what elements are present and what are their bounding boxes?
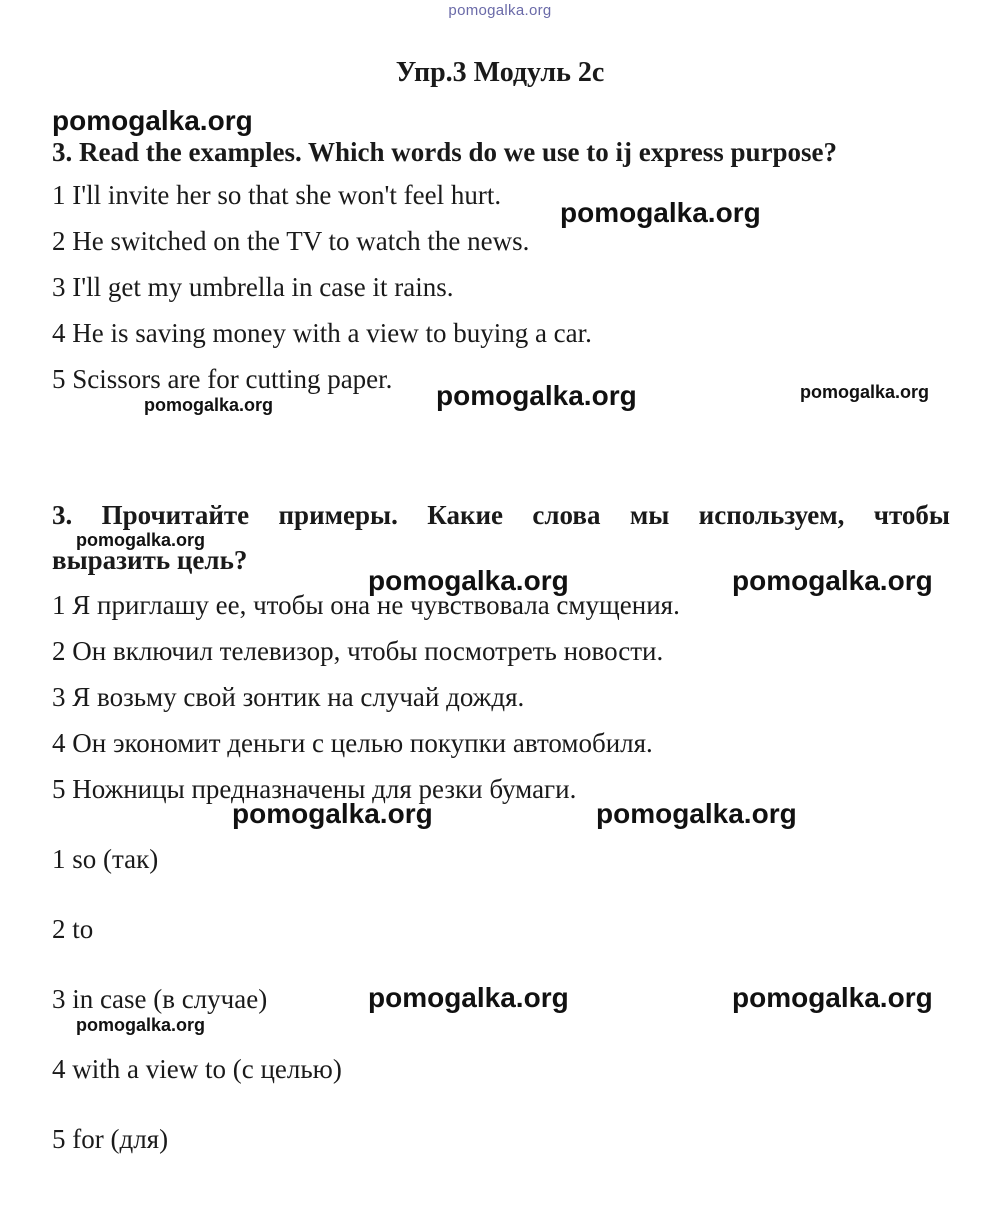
- russian-heading-line2: выразить цель?: [52, 545, 248, 575]
- answer-2: 2 to: [52, 914, 94, 944]
- watermark: pomogalka.org: [368, 982, 569, 1013]
- watermark: pomogalka.org: [76, 530, 206, 550]
- english-line-5: 5 Scissors are for cutting paper.: [52, 364, 393, 394]
- english-heading: 3. Read the examples. Which words do we use to ij express purpose?: [52, 137, 838, 167]
- answer-1: 1 so (так): [52, 844, 159, 874]
- russian-line-3: 3 Я возьму свой зонтик на случай дождя.: [52, 682, 525, 712]
- page-title: Упр.3 Модуль 2с: [395, 57, 605, 88]
- watermark: pomogalka.org: [232, 798, 433, 829]
- watermark: pomogalka.org: [732, 982, 933, 1013]
- english-line-4: 4 He is saving money with a view to buying a car.: [52, 318, 592, 348]
- watermark: pomogalka.org: [596, 798, 797, 829]
- answer-4: 4 with a view to (с целью): [52, 1054, 342, 1084]
- top-watermark: pomogalka.org: [448, 2, 552, 19]
- english-line-1: 1 I'll invite her so that she won't feel hurt.: [52, 180, 502, 210]
- watermark: pomogalka.org: [560, 197, 761, 228]
- russian-line-4: 4 Он экономит деньги с целью покупки автомобиля.: [52, 728, 653, 758]
- english-line-2: 2 He switched on the TV to watch the news.: [52, 226, 530, 256]
- watermark: pomogalka.org: [800, 382, 930, 402]
- russian-line-5: 5 Ножницы предназначены для резки бумаги.: [52, 774, 577, 804]
- russian-line-1: 1 Я приглашу ее, чтобы она не чувствовала смущения.: [52, 590, 680, 620]
- answer-5: 5 for (для): [52, 1124, 169, 1154]
- watermark: pomogalka.org: [144, 395, 274, 415]
- answer-3: 3 in case (в случае): [52, 984, 268, 1014]
- watermark: pomogalka.org: [52, 105, 253, 136]
- watermark: pomogalka.org: [436, 380, 637, 411]
- watermark: pomogalka.org: [368, 565, 569, 596]
- watermark: pomogalka.org: [732, 565, 933, 596]
- russian-line-2: 2 Он включил телевизор, чтобы посмотреть новости.: [52, 636, 664, 666]
- watermark: pomogalka.org: [76, 1015, 206, 1035]
- russian-heading-line1: 3. Прочитайте примеры. Какие слова мы используем, чтобы: [52, 500, 950, 530]
- english-line-3: 3 I'll get my umbrella in case it rains.: [52, 272, 454, 302]
